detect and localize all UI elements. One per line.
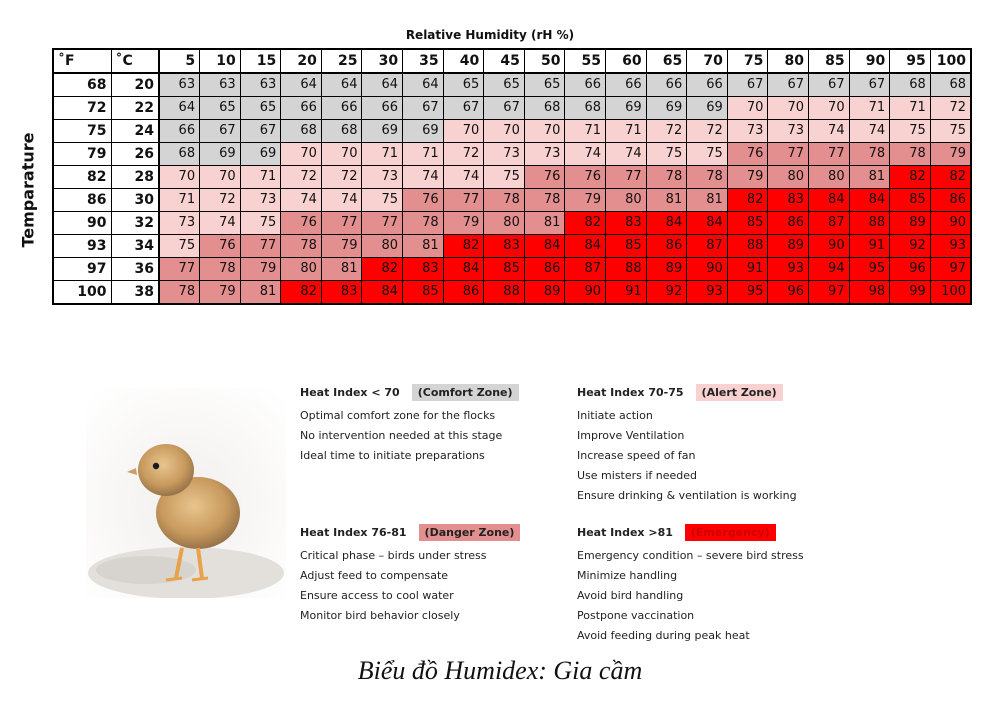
legend-emergency-title: Heat Index >81 — [577, 526, 673, 539]
header-fahrenheit: ˚F — [53, 49, 111, 73]
legend-danger-zone — [300, 524, 520, 626]
heat-index-cell: 69 — [687, 97, 728, 120]
legend-line: Avoid feeding during peak heat — [577, 629, 750, 642]
heat-index-cell: 79 — [443, 212, 484, 235]
heat-index-cell: 76 — [524, 166, 565, 189]
heat-index-cell: 67 — [200, 120, 241, 143]
heat-index-cell: 69 — [646, 97, 687, 120]
legend-alert-tag: (Alert Zone) — [696, 384, 783, 401]
heat-index-cell: 66 — [565, 73, 606, 97]
heat-index-cell: 85 — [606, 235, 647, 258]
heat-index-cell: 79 — [727, 166, 768, 189]
temperature-c-label: 22 — [111, 97, 159, 120]
table-row — [53, 235, 971, 258]
heat-index-cell: 73 — [727, 120, 768, 143]
heat-index-cell: 66 — [646, 73, 687, 97]
heat-index-cell: 66 — [281, 97, 322, 120]
heat-index-cell: 67 — [484, 97, 525, 120]
heat-index-cell: 82 — [727, 189, 768, 212]
heat-index-cell: 70 — [321, 143, 362, 166]
heat-index-cell: 66 — [606, 73, 647, 97]
heat-index-cell: 80 — [606, 189, 647, 212]
temperature-f-label: 72 — [53, 97, 111, 120]
heat-index-cell: 72 — [930, 97, 971, 120]
legend-comfort-lines — [300, 406, 519, 466]
heat-index-cell: 97 — [809, 281, 850, 305]
heat-index-cell: 93 — [768, 258, 809, 281]
table-row — [53, 143, 971, 166]
heat-index-cell: 88 — [849, 212, 890, 235]
heat-index-cell: 82 — [281, 281, 322, 305]
temperature-c-label: 32 — [111, 212, 159, 235]
heat-index-cell: 96 — [768, 281, 809, 305]
heat-index-cell: 85 — [484, 258, 525, 281]
heat-index-cell: 90 — [809, 235, 850, 258]
heat-index-cell: 68 — [890, 73, 931, 97]
heat-index-cell: 65 — [240, 97, 281, 120]
heat-index-cell: 77 — [768, 143, 809, 166]
heat-index-cell: 74 — [849, 120, 890, 143]
heat-index-cell: 65 — [484, 73, 525, 97]
heat-index-cell: 71 — [606, 120, 647, 143]
heat-index-cell: 77 — [606, 166, 647, 189]
heat-index-cell: 69 — [362, 120, 403, 143]
heat-index-cell: 83 — [606, 212, 647, 235]
humidity-tick-label: 50 — [524, 49, 565, 73]
heat-index-cell: 89 — [646, 258, 687, 281]
temperature-c-label: 28 — [111, 166, 159, 189]
heat-index-cell: 83 — [321, 281, 362, 305]
heat-index-cell: 86 — [646, 235, 687, 258]
humidity-tick-label: 100 — [930, 49, 971, 73]
heat-index-cell: 100 — [930, 281, 971, 305]
heat-index-cell: 76 — [727, 143, 768, 166]
heat-index-cell: 79 — [565, 189, 606, 212]
humidity-tick-label: 65 — [646, 49, 687, 73]
heat-index-cell: 63 — [240, 73, 281, 97]
heat-index-cell: 78 — [849, 143, 890, 166]
heat-index-cell: 78 — [159, 281, 200, 305]
table-row — [53, 281, 971, 305]
legend-emergency-tag: (Emergency) — [685, 524, 776, 541]
heat-index-cell: 96 — [890, 258, 931, 281]
heat-index-cell: 75 — [687, 143, 728, 166]
heat-index-cell: 95 — [849, 258, 890, 281]
legend-line: Avoid bird handling — [577, 589, 684, 602]
heat-index-cell: 97 — [930, 258, 971, 281]
heat-index-cell: 86 — [524, 258, 565, 281]
heat-index-cell: 66 — [159, 120, 200, 143]
heat-index-cell: 63 — [200, 73, 241, 97]
heat-index-cell: 67 — [849, 73, 890, 97]
humidity-tick-label: 5 — [159, 49, 200, 73]
heat-index-cell: 80 — [281, 258, 322, 281]
heat-index-cell: 66 — [321, 97, 362, 120]
heat-index-cell: 76 — [200, 235, 241, 258]
legend-line: Optimal comfort zone for the flocks — [300, 409, 496, 422]
heat-index-cell: 87 — [565, 258, 606, 281]
legend-alert-lines — [577, 406, 797, 506]
legend-alert-title: Heat Index 70-75 — [577, 386, 684, 399]
heat-index-cell: 91 — [727, 258, 768, 281]
heat-index-cell: 69 — [240, 143, 281, 166]
heat-index-cell: 86 — [930, 189, 971, 212]
heat-index-cell: 63 — [159, 73, 200, 97]
legend-line: Adjust feed to compensate — [300, 569, 449, 582]
heat-index-cell: 81 — [524, 212, 565, 235]
temperature-f-label: 90 — [53, 212, 111, 235]
table-row — [53, 73, 971, 97]
heat-index-cell: 70 — [809, 97, 850, 120]
legend-line: Critical phase – birds under stress — [300, 549, 487, 562]
heat-index-cell: 99 — [890, 281, 931, 305]
heat-index-cell: 67 — [443, 97, 484, 120]
heat-index-cell: 81 — [403, 235, 444, 258]
heat-index-cell: 94 — [809, 258, 850, 281]
legend-line: Improve Ventilation — [577, 429, 685, 442]
heat-index-cell: 90 — [930, 212, 971, 235]
legend-comfort-zone — [300, 384, 519, 466]
heat-index-cell: 86 — [443, 281, 484, 305]
heat-index-cell: 64 — [403, 73, 444, 97]
heat-index-cell: 84 — [565, 235, 606, 258]
heat-index-cell: 73 — [768, 120, 809, 143]
heat-index-cell: 75 — [890, 120, 931, 143]
heat-index-cell: 73 — [524, 143, 565, 166]
legend-line: Increase speed of fan — [577, 449, 696, 462]
heat-index-cell: 79 — [930, 143, 971, 166]
heat-index-cell: 71 — [565, 120, 606, 143]
heat-index-cell: 83 — [768, 189, 809, 212]
legend-alert-zone — [577, 384, 797, 506]
heat-index-cell: 76 — [403, 189, 444, 212]
legend-comfort-tag: (Comfort Zone) — [412, 384, 519, 401]
temperature-f-label: 86 — [53, 189, 111, 212]
temperature-c-label: 38 — [111, 281, 159, 305]
heat-index-cell: 91 — [849, 235, 890, 258]
humidity-tick-label: 45 — [484, 49, 525, 73]
table-row — [53, 120, 971, 143]
heat-index-cell: 65 — [200, 97, 241, 120]
table-row — [53, 212, 971, 235]
heat-index-cell: 75 — [930, 120, 971, 143]
legend-emergency-lines — [577, 546, 804, 646]
heat-index-cell: 70 — [159, 166, 200, 189]
heat-index-cell: 78 — [484, 189, 525, 212]
heat-index-cell: 92 — [646, 281, 687, 305]
heat-index-cell: 79 — [200, 281, 241, 305]
figure-caption: Biểu đồ Humidex: Gia cầm — [357, 656, 643, 685]
temperature-c-label: 34 — [111, 235, 159, 258]
heat-index-cell: 74 — [200, 212, 241, 235]
heat-index-cell: 90 — [565, 281, 606, 305]
humidity-tick-label: 95 — [890, 49, 931, 73]
heat-index-cell: 78 — [890, 143, 931, 166]
legend-line: No intervention needed at this stage — [300, 429, 503, 442]
legend-emergency-zone — [577, 524, 804, 646]
heat-index-cell: 69 — [403, 120, 444, 143]
temperature-f-label: 93 — [53, 235, 111, 258]
heat-index-cell: 75 — [159, 235, 200, 258]
humidity-tick-label: 40 — [443, 49, 484, 73]
heat-index-cell: 67 — [240, 120, 281, 143]
heat-index-cell: 70 — [768, 97, 809, 120]
heat-index-cell: 87 — [809, 212, 850, 235]
heat-index-cell: 84 — [687, 212, 728, 235]
heat-index-table — [52, 48, 972, 305]
legend-line: Minimize handling — [577, 569, 678, 582]
heat-index-cell: 66 — [687, 73, 728, 97]
chick-photo — [86, 388, 286, 598]
heat-index-cell: 69 — [200, 143, 241, 166]
humidity-tick-label: 85 — [809, 49, 850, 73]
heat-index-cell: 81 — [240, 281, 281, 305]
heat-index-cell: 71 — [240, 166, 281, 189]
table-row — [53, 166, 971, 189]
heat-index-cell: 93 — [930, 235, 971, 258]
heat-index-cell: 75 — [240, 212, 281, 235]
heat-index-cell: 80 — [484, 212, 525, 235]
y-axis-label: Temparature — [18, 132, 38, 248]
legend-line: Use misters if needed — [577, 469, 698, 482]
legend-danger-lines — [300, 546, 520, 626]
heat-index-cell: 98 — [849, 281, 890, 305]
heat-index-cell: 76 — [281, 212, 322, 235]
table-row — [53, 189, 971, 212]
legend-line: Ideal time to initiate preparations — [300, 449, 485, 462]
heat-index-cell: 75 — [646, 143, 687, 166]
heat-index-cell: 68 — [930, 73, 971, 97]
heat-index-cell: 75 — [362, 189, 403, 212]
heat-index-cell: 92 — [890, 235, 931, 258]
heat-index-cell: 72 — [281, 166, 322, 189]
heat-index-cell: 67 — [727, 73, 768, 97]
legend-line: Initiate action — [577, 409, 653, 422]
heat-index-cell: 93 — [687, 281, 728, 305]
heat-index-cell: 72 — [443, 143, 484, 166]
temperature-f-label: 82 — [53, 166, 111, 189]
heat-index-cell: 71 — [159, 189, 200, 212]
heat-index-cell: 70 — [727, 97, 768, 120]
temperature-c-label: 26 — [111, 143, 159, 166]
heat-index-cell: 80 — [768, 166, 809, 189]
heat-index-cell: 88 — [727, 235, 768, 258]
heat-index-cell: 76 — [565, 166, 606, 189]
heat-index-cell: 81 — [687, 189, 728, 212]
heat-index-cell: 69 — [606, 97, 647, 120]
heat-index-cell: 74 — [443, 166, 484, 189]
heat-index-cell: 73 — [484, 143, 525, 166]
heat-index-cell: 70 — [443, 120, 484, 143]
legend-danger-title: Heat Index 76-81 — [300, 526, 407, 539]
humidity-tick-label: 90 — [849, 49, 890, 73]
temperature-c-label: 36 — [111, 258, 159, 281]
heat-index-cell: 68 — [281, 120, 322, 143]
heat-index-cell: 81 — [321, 258, 362, 281]
heat-index-cell: 77 — [362, 212, 403, 235]
heat-index-cell: 78 — [403, 212, 444, 235]
humidity-tick-label: 30 — [362, 49, 403, 73]
heat-index-cell: 68 — [159, 143, 200, 166]
temperature-c-label: 20 — [111, 73, 159, 97]
heat-index-cell: 79 — [240, 258, 281, 281]
table-row — [53, 258, 971, 281]
heat-index-cell: 82 — [362, 258, 403, 281]
heat-index-cell: 73 — [159, 212, 200, 235]
heat-index-cell: 78 — [281, 235, 322, 258]
heat-index-cell: 74 — [809, 120, 850, 143]
heat-index-cell: 67 — [403, 97, 444, 120]
heat-index-cell: 82 — [565, 212, 606, 235]
heat-index-cell: 84 — [362, 281, 403, 305]
heat-index-cell: 80 — [809, 166, 850, 189]
temperature-f-label: 97 — [53, 258, 111, 281]
humidity-tick-label: 15 — [240, 49, 281, 73]
table-row — [53, 97, 971, 120]
heat-index-cell: 72 — [200, 189, 241, 212]
heat-index-cell: 78 — [687, 166, 728, 189]
temperature-f-label: 68 — [53, 73, 111, 97]
heat-index-cell: 70 — [524, 120, 565, 143]
heat-index-cell: 77 — [240, 235, 281, 258]
heat-index-cell: 68 — [321, 120, 362, 143]
chart-title: Relative Humidity (rH %) — [405, 28, 575, 42]
humidity-tick-label: 55 — [565, 49, 606, 73]
heat-index-cell: 84 — [443, 258, 484, 281]
heat-index-cell: 87 — [687, 235, 728, 258]
heat-index-cell: 84 — [524, 235, 565, 258]
heat-index-cell: 90 — [687, 258, 728, 281]
heat-index-cell: 85 — [890, 189, 931, 212]
heat-index-cell: 68 — [565, 97, 606, 120]
temperature-c-label: 30 — [111, 189, 159, 212]
heat-index-cell: 66 — [362, 97, 403, 120]
heat-index-cell: 91 — [606, 281, 647, 305]
heat-index-cell: 79 — [321, 235, 362, 258]
legend-line: Ensure drinking & ventilation is working — [577, 489, 797, 502]
heat-index-cell: 71 — [403, 143, 444, 166]
heat-index-cell: 70 — [484, 120, 525, 143]
heat-index-cell: 74 — [403, 166, 444, 189]
heat-index-cell: 71 — [849, 97, 890, 120]
heat-index-cell: 70 — [200, 166, 241, 189]
heat-index-cell: 64 — [281, 73, 322, 97]
heat-index-cell: 84 — [809, 189, 850, 212]
heat-index-cell: 64 — [321, 73, 362, 97]
heat-index-cell: 83 — [484, 235, 525, 258]
heat-index-cell: 81 — [646, 189, 687, 212]
heat-index-cell: 75 — [484, 166, 525, 189]
temperature-f-label: 75 — [53, 120, 111, 143]
legend-line: Monitor bird behavior closely — [300, 609, 460, 622]
heat-index-cell: 81 — [849, 166, 890, 189]
heat-index-cell: 89 — [768, 235, 809, 258]
heat-index-cell: 88 — [484, 281, 525, 305]
legend-danger-tag: (Danger Zone) — [419, 524, 521, 541]
heat-index-cell: 84 — [646, 212, 687, 235]
heat-index-cell: 72 — [646, 120, 687, 143]
heat-index-cell: 78 — [524, 189, 565, 212]
heat-index-cell: 65 — [524, 73, 565, 97]
heat-index-cell: 72 — [321, 166, 362, 189]
heat-index-cell: 65 — [443, 73, 484, 97]
legend-line: Ensure access to cool water — [300, 589, 454, 602]
humidity-tick-label: 10 — [200, 49, 241, 73]
heat-index-cell: 74 — [565, 143, 606, 166]
temperature-f-label: 100 — [53, 281, 111, 305]
header-celsius: ˚C — [111, 49, 159, 73]
heat-index-cell: 95 — [727, 281, 768, 305]
heat-index-cell: 71 — [362, 143, 403, 166]
heat-index-cell: 77 — [159, 258, 200, 281]
temperature-c-label: 24 — [111, 120, 159, 143]
legend-comfort-title: Heat Index < 70 — [300, 386, 400, 399]
humidity-tick-label: 75 — [727, 49, 768, 73]
heat-index-cell: 89 — [524, 281, 565, 305]
humidity-tick-label: 25 — [321, 49, 362, 73]
heat-index-cell: 89 — [890, 212, 931, 235]
heat-index-cell: 74 — [281, 189, 322, 212]
heat-index-cell: 73 — [240, 189, 281, 212]
heat-index-cell: 86 — [768, 212, 809, 235]
humidity-tick-label: 35 — [403, 49, 444, 73]
heat-index-cell: 74 — [321, 189, 362, 212]
heat-index-cell: 78 — [200, 258, 241, 281]
heat-index-cell: 68 — [524, 97, 565, 120]
heat-index-cell: 72 — [687, 120, 728, 143]
humidity-tick-label: 80 — [768, 49, 809, 73]
heat-index-cell: 71 — [890, 97, 931, 120]
heat-index-cell: 67 — [809, 73, 850, 97]
heat-index-cell: 85 — [727, 212, 768, 235]
heat-index-cell: 73 — [362, 166, 403, 189]
heat-index-cell: 64 — [159, 97, 200, 120]
heat-index-cell: 74 — [606, 143, 647, 166]
heat-index-cell: 67 — [768, 73, 809, 97]
heat-index-cell: 77 — [809, 143, 850, 166]
heat-index-cell: 82 — [443, 235, 484, 258]
heat-index-cell: 85 — [403, 281, 444, 305]
heat-index-cell: 70 — [281, 143, 322, 166]
heat-index-cell: 77 — [443, 189, 484, 212]
heat-index-cell: 77 — [321, 212, 362, 235]
table-header-row — [53, 49, 971, 73]
humidity-tick-label: 20 — [281, 49, 322, 73]
heat-index-cell: 84 — [849, 189, 890, 212]
legend-line: Emergency condition – severe bird stress — [577, 549, 804, 562]
temperature-f-label: 79 — [53, 143, 111, 166]
heat-index-cell: 83 — [403, 258, 444, 281]
heat-index-cell: 80 — [362, 235, 403, 258]
humidity-tick-label: 60 — [606, 49, 647, 73]
heat-index-cell: 82 — [930, 166, 971, 189]
humidity-tick-label: 70 — [687, 49, 728, 73]
heat-index-cell: 64 — [362, 73, 403, 97]
heat-index-cell: 88 — [606, 258, 647, 281]
heat-index-cell: 78 — [646, 166, 687, 189]
legend-line: Postpone vaccination — [577, 609, 695, 622]
heat-index-cell: 82 — [890, 166, 931, 189]
